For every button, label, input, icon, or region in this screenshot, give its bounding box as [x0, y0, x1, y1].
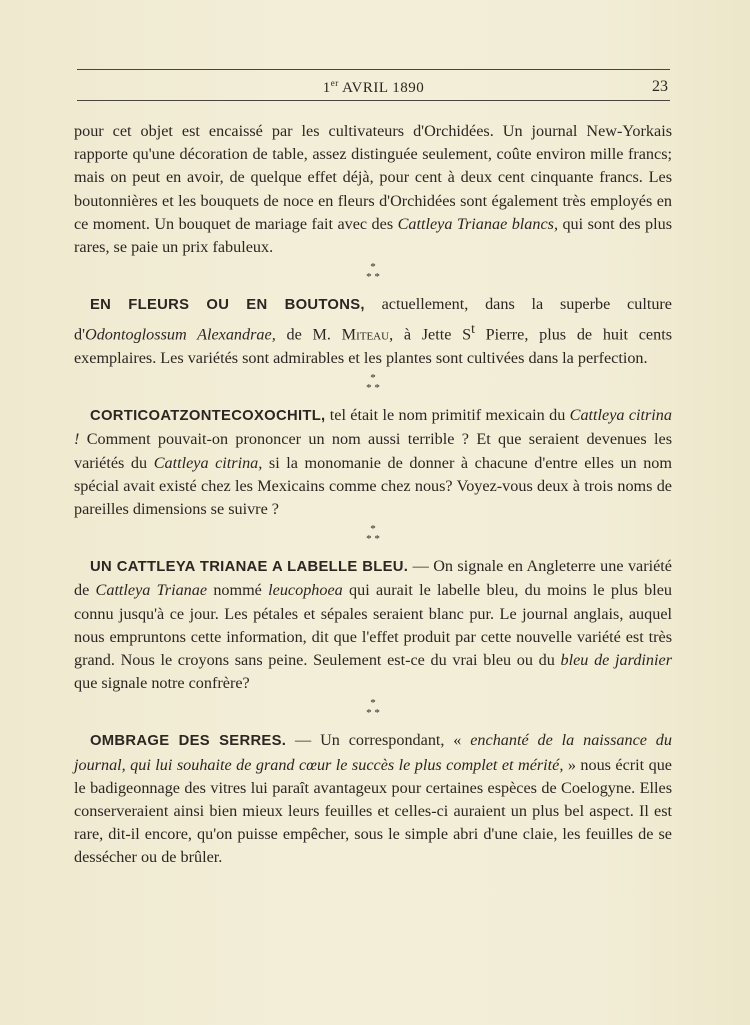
section-heading: CORTICOATZONTECOXOCHITL, — [90, 408, 326, 425]
page-number: 23 — [652, 78, 668, 95]
asterism-bottom: * * — [366, 382, 380, 395]
paragraph-text: Comment pouvait-on prononcer un nom aussi terrible ? Et que seraient devenues les variétés du — [74, 430, 672, 472]
asterism-top: * — [370, 261, 376, 274]
date-day: 1 — [322, 80, 331, 96]
asterism — [74, 374, 672, 394]
header-rule-bottom — [77, 100, 670, 101]
paragraph-3 — [74, 404, 672, 521]
asterism-bottom: * * — [366, 533, 380, 546]
variety-name: leucophoea — [268, 581, 343, 600]
asterism — [74, 699, 672, 719]
header-date — [77, 78, 670, 97]
paragraph-5 — [74, 729, 672, 869]
date-sup: er — [330, 78, 339, 88]
species-name: Cattleya citrina, — [153, 453, 263, 472]
paragraph-text: qui sont des plus rares, se paie un prix fabuleux. — [74, 214, 673, 257]
species-name: Cattleya Trianae blancs, — [397, 214, 559, 233]
section-heading: UN CATTLEYA TRIANAE A LABELLE BLEU. — [90, 559, 409, 576]
date-month-year: AVRIL 1890 — [338, 80, 425, 96]
species-name: Cattleya Trianae — [95, 581, 208, 600]
asterism-top: * — [370, 523, 376, 536]
paragraph-text: pour cet objet est encaissé par les cultivateurs d'Orchidées. Un journal New-Yorkais rapporte qu'une décoration de table, assez distinguée seulement, coûte environ mille francs; mais on peut en avoir, de quelque effet déjà, pour cent à deux cent cinquante francs. Les boutonnières et les bouquets de noce en fleurs d'Orchidées sont également très employés en ce moment. Un bouquet de mariage fait avec des — [74, 122, 672, 233]
superscript: t — [471, 321, 475, 337]
paragraph-text: Pierre, plus de huit cents exemplaires. Les variétés sont admirables et les plantes sont cultivées dans la perfection. — [74, 325, 673, 368]
section-heading: OMBRAGE DES SERRES. — [90, 733, 287, 750]
paragraph-2 — [74, 293, 672, 370]
paragraph-4 — [74, 555, 672, 695]
paragraph-text: actuellement, dans la superbe culture d' — [74, 295, 672, 344]
header-rule-top — [77, 69, 670, 70]
paragraph-text: qui aurait le labelle bleu, du moins le plus bleu connu jusqu'à ce jour. Les pétales et sépales seraient blanc pur. Le journal anglais, auquel nous empruntons cette information, dit que l'effet produit par cette nouvelle variété est très grand. Nous le croyons sans peine. Seulement est-ce du vrai bleu ou du — [74, 581, 673, 670]
paragraph-text: » nous écrit que le badigeonnage des vitres lui paraît avantageux pour certaines espèces de Coelogyne. Elles conserveraient ainsi bien mieux leurs feuilles et celles-ci auraient un plus bel aspect. Il est rare, dit-il encore, qu'on puisse empêcher, sous le simple abri d'une claie, les feuilles de se dessécher ou de brûler. — [74, 755, 672, 867]
asterism-top: * — [370, 697, 376, 710]
asterism-bottom: * * — [366, 707, 380, 720]
emphasis-text: bleu de jardinier — [560, 651, 672, 670]
asterism-top: * — [370, 372, 376, 385]
paragraph-text: tel était le nom primitif mexicain du — [325, 406, 570, 425]
asterism — [74, 263, 672, 283]
paragraph-text: si la monomanie de donner à chacune d'entre elles un nom spécial avait existé chez les Mexicains comme chez nous? Voyez-vous deux à trois noms de pareilles dimensions se suivre ? — [74, 453, 672, 519]
paragraph-text: , à Jette S — [389, 325, 472, 344]
species-name: Cattleya citrina ! — [74, 406, 672, 449]
paragraph-text: — Un correspondant, « — [286, 731, 471, 750]
paragraph-text: de M. — [275, 325, 342, 344]
paragraph-1 — [74, 120, 672, 259]
running-header — [77, 76, 670, 98]
asterism — [74, 525, 672, 545]
person-name: Miteau — [341, 325, 390, 344]
asterism-bottom: * * — [366, 271, 380, 284]
section-heading: EN FLEURS OU EN BOUTONS, — [90, 297, 365, 314]
paragraph-text: que signale notre confrère? — [74, 674, 250, 693]
article-body — [74, 120, 672, 870]
paragraph-text: nommé — [207, 581, 269, 600]
paragraph-text: — On signale en Angleterre une variété de — [74, 557, 672, 600]
species-name: Odontoglossum Alexandrae, — [85, 325, 276, 344]
quoted-text: enchanté de la naissance du journal, qui lui souhaite de grand cœur le succès le plus complet et mérité, — [74, 731, 672, 774]
